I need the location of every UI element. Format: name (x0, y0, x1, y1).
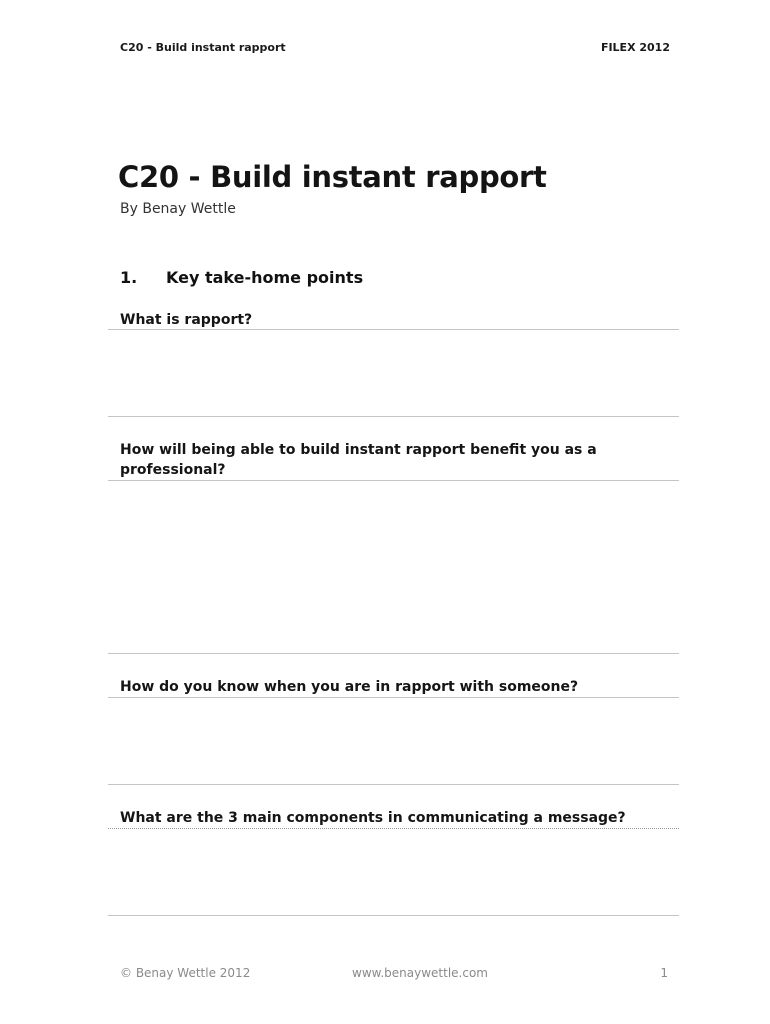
running-header-title: C20 - Build instant rapport (120, 41, 286, 54)
question-what-is-rapport: What is rapport? (120, 312, 253, 328)
document-title: C20 - Build instant rapport (118, 160, 547, 194)
footer-website: www.benaywettle.com (352, 966, 488, 980)
answer-space-divider (108, 416, 679, 417)
answer-space-divider (108, 784, 679, 785)
question-underline (108, 480, 679, 481)
author-line: By Benay Wettle (120, 201, 236, 217)
running-header-event: FILEX 2012 (600, 41, 670, 54)
answer-space-divider (108, 653, 679, 654)
question-rapport-benefit: How will being able to build instant rapport benefit you as a professional? (120, 442, 597, 478)
question-underline (108, 697, 679, 698)
answer-space-divider (108, 915, 679, 916)
question-communication-components: What are the 3 main components in communicating a message? (120, 810, 626, 826)
question-underline (108, 329, 679, 330)
footer-copyright: © Benay Wettle 2012 (120, 966, 251, 980)
section-heading: Key take-home points (166, 268, 364, 287)
question-underline (108, 828, 679, 829)
section-number: 1. (120, 268, 138, 287)
page-number: 1 (660, 966, 668, 980)
question-know-in-rapport: How do you know when you are in rapport with someone? (120, 679, 579, 695)
